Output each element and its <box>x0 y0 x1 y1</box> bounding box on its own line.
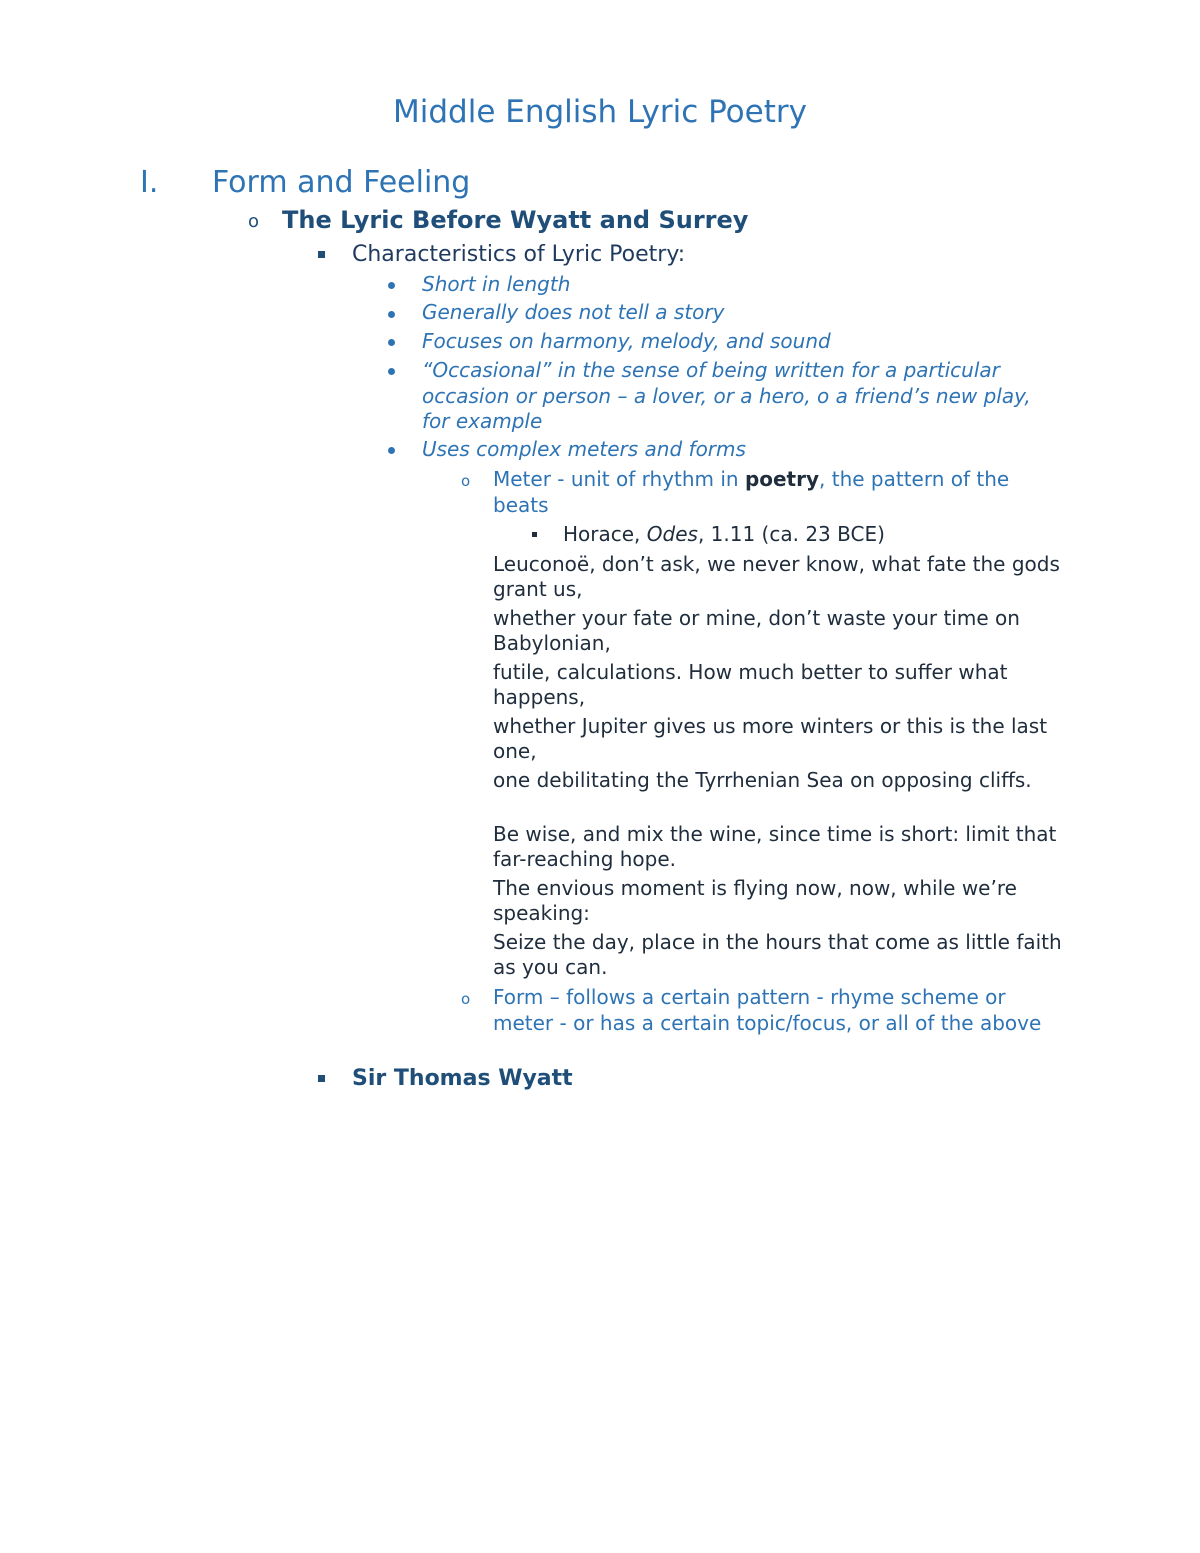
page-title: Middle English Lyric Poetry <box>393 94 807 130</box>
meter-bullet: o <box>461 472 471 490</box>
section-numeral: I. <box>140 165 159 200</box>
bullet-dot-icon <box>388 447 395 454</box>
poem-line: one debilitating the Tyrrhenian Sea on opposing cliffs. <box>493 768 1032 792</box>
bullet-dot-icon <box>388 339 395 346</box>
poem-line: The envious moment is flying now, now, while we’re speaking: <box>493 876 1017 925</box>
square-bullet-icon <box>318 1075 325 1082</box>
characteristic-item: Uses complex meters and forms <box>422 437 746 461</box>
poem-line: whether Jupiter gives us more winters or this is the last one, <box>493 714 1048 763</box>
subsection-bullet: o <box>248 211 260 232</box>
horace-work: Odes <box>646 522 698 546</box>
meter-definition <box>493 467 1063 518</box>
form-definition: Form – follows a certain pattern - rhyme scheme or meter - or has a certain topic/focus, or all of the above <box>493 985 1042 1035</box>
characteristics-heading: Characteristics of Lyric Poetry: <box>352 242 686 267</box>
horace-suffix: , 1.11 (ca. 23 BCE) <box>697 522 885 546</box>
meter-bold-word: poetry <box>744 467 820 491</box>
characteristic-item: “Occasional” in the sense of being written for a particular occasion or person – a lover, or a hero, o a friend’s new play, for example <box>422 358 1031 433</box>
bullet-dot-icon <box>388 368 395 375</box>
bullet-dot-icon <box>388 311 395 318</box>
poem-line: Seize the day, place in the hours that come as little faith as you can. <box>493 930 1062 979</box>
poem-line: Leuconoë, don’t ask, we never know, what fate the gods grant us, <box>493 552 1060 601</box>
characteristic-item: Generally does not tell a story <box>422 300 725 324</box>
bullet-dot-icon <box>388 282 395 289</box>
horace-citation <box>563 522 885 547</box>
wyatt-heading: Sir Thomas Wyatt <box>352 1066 573 1091</box>
form-bullet: o <box>461 990 471 1008</box>
characteristic-item: Focuses on harmony, melody, and sound <box>422 329 831 353</box>
subsection-heading: The Lyric Before Wyatt and Surrey <box>282 206 749 234</box>
section-heading: Form and Feeling <box>212 165 471 200</box>
poem-line: whether your fate or mine, don’t waste your time on Babylonian, <box>493 606 1020 655</box>
poem-line: Be wise, and mix the wine, since time is short: limit that far-reaching hope. <box>493 822 1057 871</box>
small-square-bullet-icon <box>532 532 537 537</box>
characteristic-item: Short in length <box>422 272 571 296</box>
horace-prefix: Horace, <box>563 522 647 546</box>
poem-line: futile, calculations. How much better to suffer what happens, <box>493 660 1008 709</box>
meter-text-after: , the pattern of the beats <box>493 467 1010 517</box>
square-bullet-icon <box>318 251 325 258</box>
meter-text-before: Meter - unit of rhythm in <box>493 467 745 491</box>
